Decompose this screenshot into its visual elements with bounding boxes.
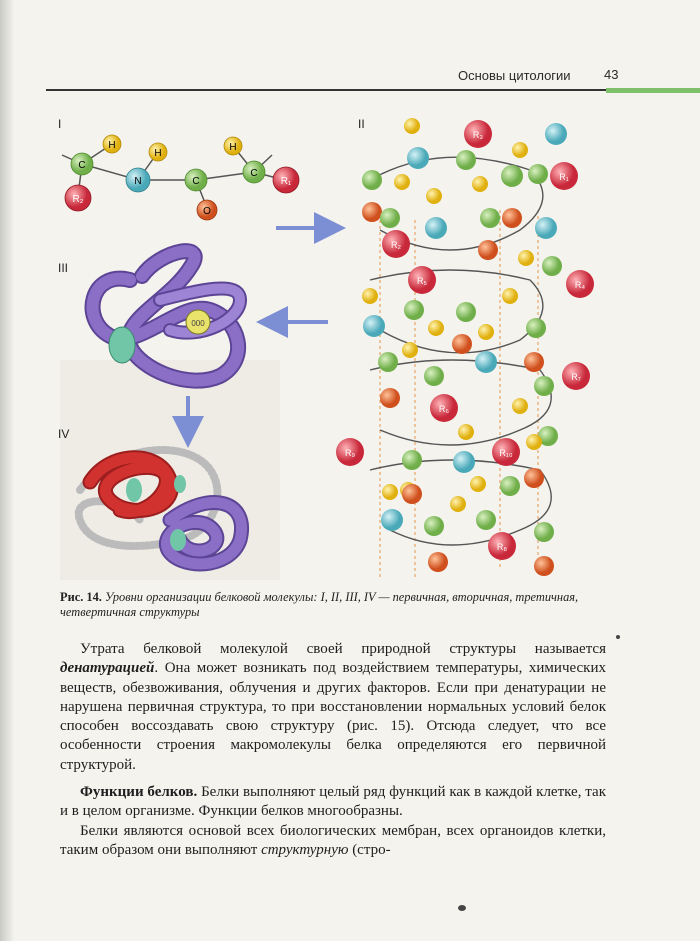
svg-text:R₈: R₈ xyxy=(496,542,508,552)
primary-structure xyxy=(62,135,299,220)
svg-text:R₉: R₉ xyxy=(344,448,356,458)
radical-r7 xyxy=(562,362,590,390)
atom-n-1 xyxy=(126,168,150,192)
radical-r6 xyxy=(430,394,458,422)
radical-r1 xyxy=(550,162,578,190)
term-denaturation: денатурацией xyxy=(60,660,155,677)
svg-text:C: C xyxy=(78,160,86,171)
caption-text: Уровни организации белковой молекулы: I, II, III, IV — первичная, вторичная, третичная, четвертичная структуры xyxy=(60,590,579,619)
p3-part-b: (стро- xyxy=(348,841,391,858)
radical-r1-primary xyxy=(273,167,299,193)
print-speck xyxy=(458,905,466,911)
p1-part-b: . Она может возникать под воздействием температуры, химических веществ, обезвоживания, облучения и других факторов. Если при денатурации не нарушена первичная структура, то при восстановлении нормальных условий белок способен воссоздавать свою структуру (рис. 15). Отсюда следует, что все особенности строения макромолекулы белка определяются его первичной структурой. xyxy=(60,660,606,773)
svg-text:R₆: R₆ xyxy=(438,404,450,414)
atom-c-1 xyxy=(71,153,93,175)
atom-c-2 xyxy=(185,169,207,191)
p1-part-a: Утрата белковой молекулой своей природной структуры называется xyxy=(80,641,606,657)
protein-structure-figure xyxy=(50,100,610,590)
paragraph-structural xyxy=(60,822,606,861)
p3-part-a: Белки являются основой всех биологических мембран, всех органоидов клетки, таким образом они выполняют xyxy=(60,822,606,858)
print-speck xyxy=(616,635,620,639)
label-level-iv: IV xyxy=(58,427,70,441)
atom-h-2 xyxy=(149,143,167,161)
radical-r4 xyxy=(566,270,594,298)
radical-r2-primary xyxy=(65,185,91,211)
radical-r9 xyxy=(336,438,364,466)
svg-text:R₁: R₁ xyxy=(280,176,292,187)
svg-text:000: 000 xyxy=(191,319,205,328)
header-rule xyxy=(46,89,606,91)
radical-r10 xyxy=(492,438,520,466)
running-header-title: Основы цитологии xyxy=(458,68,571,83)
svg-text:H: H xyxy=(154,148,162,159)
helix-atoms xyxy=(362,118,567,576)
page-gutter-shadow xyxy=(0,0,14,941)
label-level-ii: II xyxy=(358,117,365,131)
svg-text:R₁: R₁ xyxy=(559,172,569,182)
radical-r3 xyxy=(464,120,492,148)
p2-text: Белки выполняют целый ряд функций как в каждой клетке, так и в целом организме. Функции белков многообразны. xyxy=(60,784,606,820)
radical-r2 xyxy=(382,230,410,258)
body-text xyxy=(60,640,606,860)
radical-r5 xyxy=(408,266,436,294)
header-accent-bar xyxy=(606,88,700,93)
heading-protein-functions: Функции белков. xyxy=(80,784,198,801)
page-number: 43 xyxy=(604,67,619,82)
term-structural: структурную xyxy=(261,841,349,858)
svg-text:C: C xyxy=(192,176,200,187)
radical-r8 xyxy=(488,532,516,560)
secondary-structure-helix xyxy=(336,118,594,580)
caption-label: Рис. 14. xyxy=(60,590,102,604)
svg-text:R₂: R₂ xyxy=(72,194,84,205)
svg-text:R₂: R₂ xyxy=(391,240,401,250)
paragraph-denaturation xyxy=(60,640,606,775)
atom-h-1 xyxy=(103,135,121,153)
atom-o-1 xyxy=(197,200,217,220)
svg-text:H: H xyxy=(229,142,237,153)
atom-c-3 xyxy=(243,161,265,183)
svg-text:R₁₀: R₁₀ xyxy=(499,448,513,458)
svg-text:N: N xyxy=(134,176,142,187)
svg-text:C: C xyxy=(250,168,258,179)
label-level-i: I xyxy=(58,117,62,131)
svg-text:H: H xyxy=(108,140,116,151)
atom-h-3 xyxy=(224,137,242,155)
svg-text:R₇: R₇ xyxy=(571,372,581,382)
svg-text:O: O xyxy=(203,206,211,217)
paragraph-functions xyxy=(60,783,606,822)
label-level-iii: III xyxy=(58,261,69,275)
svg-text:R₄: R₄ xyxy=(574,280,586,290)
svg-text:R₃: R₃ xyxy=(472,130,484,140)
figure-caption xyxy=(60,590,620,620)
svg-text:R₅: R₅ xyxy=(416,276,428,286)
